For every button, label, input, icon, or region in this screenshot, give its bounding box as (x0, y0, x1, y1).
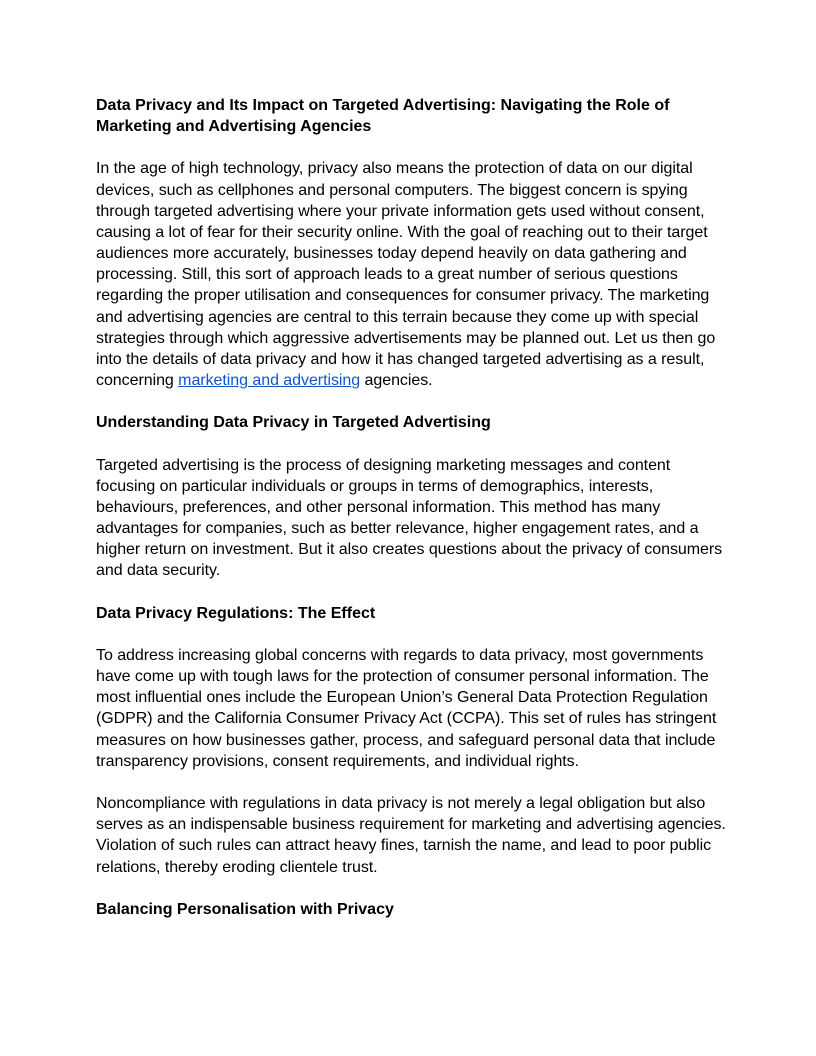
section-paragraph: Noncompliance with regulations in data privacy is not merely a legal obligation but also serves as an indispensable business requirement for marketing and advertising agencies. Violation of such rules can attract heavy fines, tarnish the name, and lead to poor public relations, thereby eroding clientele trust. (96, 795, 726, 876)
section-heading-understanding: Understanding Data Privacy in Targeted Advertising (96, 414, 491, 432)
section-heading-regulations: Data Privacy Regulations: The Effect (96, 604, 376, 622)
intro-paragraph (96, 158, 726, 391)
section-paragraph: Targeted advertising is the process of designing marketing messages and content focusing on particular individuals or groups in terms of demographics, interests, behaviours, preferences, and other personal information. This method has many advantages for companies, such as better relevance, higher engagement rates, and a higher return on investment. But it also creates questions about the privacy of consumers and data security. (96, 456, 723, 580)
document-title: Data Privacy and Its Impact on Targeted Advertising: Navigating the Role of Marketing and Advertising Agencies (96, 97, 670, 136)
intro-text: In the age of high technology, privacy also means the protection of data on our digital devices, such as cellphones and personal computers. The biggest concern is spying through targeted advertising where your private information gets used without consent, causing a lot of fear for their security online. With the goal of reaching out to their target audiences more accurately, businesses today depend heavily on data gathering and processing. Still, this sort of approach leads to a great number of serious questions regarding the proper utilisation and consequences for consumer privacy. The marketing and advertising agencies are central to this terrain because they come up with special strategies through which aggressive advertisements may be planned out. Let us then go into the details of data privacy and how it has changed targeted advertising as a result, concerning (96, 160, 716, 390)
marketing-advertising-link[interactable]: marketing and advertising (178, 372, 361, 390)
document-page (96, 95, 726, 941)
section-heading-balancing: Balancing Personalisation with Privacy (96, 900, 394, 918)
section-paragraph: To address increasing global concerns with regards to data privacy, most governments have come up with tough laws for the protection of consumer personal information. The most influential ones include the European Union’s General Data Protection Regulation (GDPR) and the California Consumer Privacy Act (CCPA). This set of rules has stringent measures on how businesses gather, process, and safeguard personal data that include transparency provisions, consent requirements, and individual rights. (96, 646, 717, 770)
intro-text-end: agencies. (360, 372, 433, 390)
